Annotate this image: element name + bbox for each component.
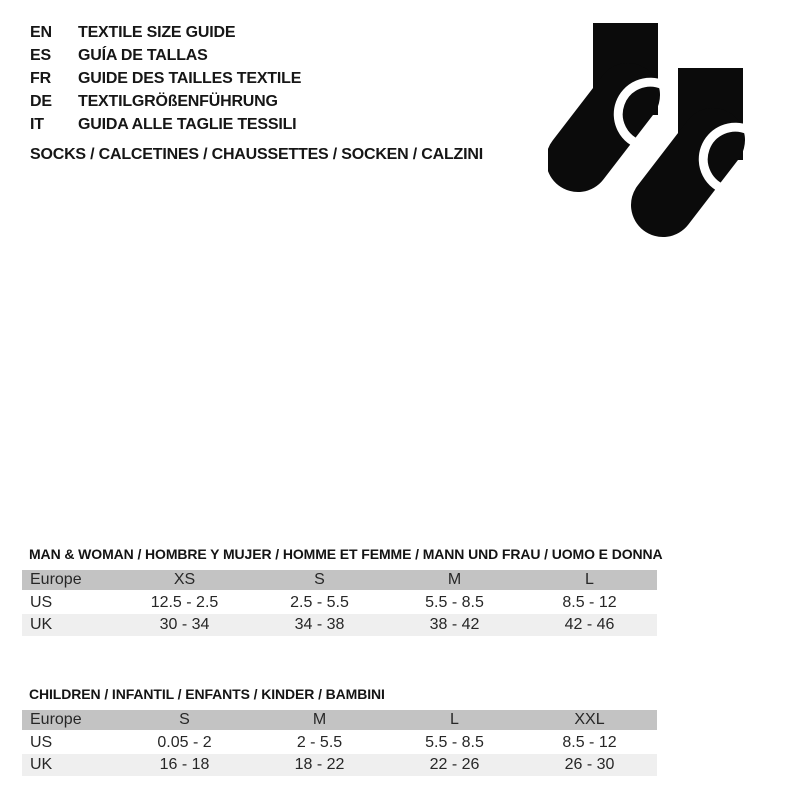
column-header-cell: XXL [574, 711, 605, 728]
size-value-cell: 8.5 - 12 [562, 734, 617, 751]
column-header-cell: XS [173, 571, 196, 588]
table-row [22, 732, 657, 754]
size-value-cell: 2 - 5.5 [296, 734, 343, 751]
socks-icon [548, 23, 760, 238]
column-header-cell: M [447, 571, 462, 588]
size-value-cell: 16 - 18 [159, 756, 210, 773]
language-row [30, 21, 301, 44]
column-header-cell: L [450, 711, 459, 728]
language-code: ES [30, 46, 51, 64]
table-header-row [22, 710, 657, 730]
language-row [30, 113, 301, 136]
size-table-children [22, 686, 657, 776]
size-value-cell: 5.5 - 8.5 [425, 594, 484, 611]
language-code: EN [30, 23, 52, 41]
size-table [22, 570, 657, 636]
row-label-cell: UK [30, 616, 53, 633]
table-title: CHILDREN / INFANTIL / ENFANTS / KINDER / BAMBINI [29, 686, 385, 702]
size-value-cell: 30 - 34 [159, 616, 210, 633]
size-value-cell: 26 - 30 [564, 756, 615, 773]
row-label-cell: US [30, 594, 53, 611]
table-row [22, 592, 657, 614]
size-table [22, 710, 657, 776]
column-header-cell: Europe [30, 571, 82, 588]
language-label: GUÍA DE TALLAS [78, 46, 208, 64]
language-label: TEXTILGRÖßENFÜHRUNG [78, 92, 278, 110]
column-header-cell: Europe [30, 711, 82, 728]
language-row [30, 44, 301, 67]
size-value-cell: 8.5 - 12 [562, 594, 617, 611]
column-header-cell: L [585, 571, 594, 588]
table-row [22, 754, 657, 776]
column-header-cell: S [179, 711, 190, 728]
size-value-cell: 42 - 46 [564, 616, 615, 633]
table-row [22, 614, 657, 636]
language-label: TEXTILE SIZE GUIDE [78, 23, 236, 41]
language-label: GUIDA ALLE TAGLIE TESSILI [78, 115, 297, 133]
language-code: FR [30, 69, 51, 87]
language-code: IT [30, 115, 44, 133]
size-value-cell: 34 - 38 [294, 616, 345, 633]
table-title: MAN & WOMAN / HOMBRE Y MUJER / HOMME ET FEMME / MANN UND FRAU / UOMO E DONNA [29, 546, 663, 562]
column-header-cell: M [312, 711, 327, 728]
size-value-cell: 2.5 - 5.5 [290, 594, 349, 611]
row-label-cell: UK [30, 756, 53, 773]
size-value-cell: 0.05 - 2 [157, 734, 212, 751]
language-code: DE [30, 92, 52, 110]
language-list [30, 21, 301, 136]
size-value-cell: 12.5 - 2.5 [150, 594, 219, 611]
language-row [30, 67, 301, 90]
size-table-adults [22, 546, 663, 636]
size-value-cell: 38 - 42 [429, 616, 480, 633]
column-header-cell: S [314, 571, 325, 588]
size-value-cell: 22 - 26 [429, 756, 480, 773]
row-label-cell: US [30, 734, 53, 751]
language-label: GUIDE DES TAILLES TEXTILE [78, 69, 302, 87]
size-value-cell: 5.5 - 8.5 [425, 734, 484, 751]
size-value-cell: 18 - 22 [294, 756, 345, 773]
table-header-row [22, 570, 657, 590]
product-category-line: SOCKS / CALCETINES / CHAUSSETTES / SOCKEN / CALZINI [30, 146, 483, 163]
language-row [30, 90, 301, 113]
